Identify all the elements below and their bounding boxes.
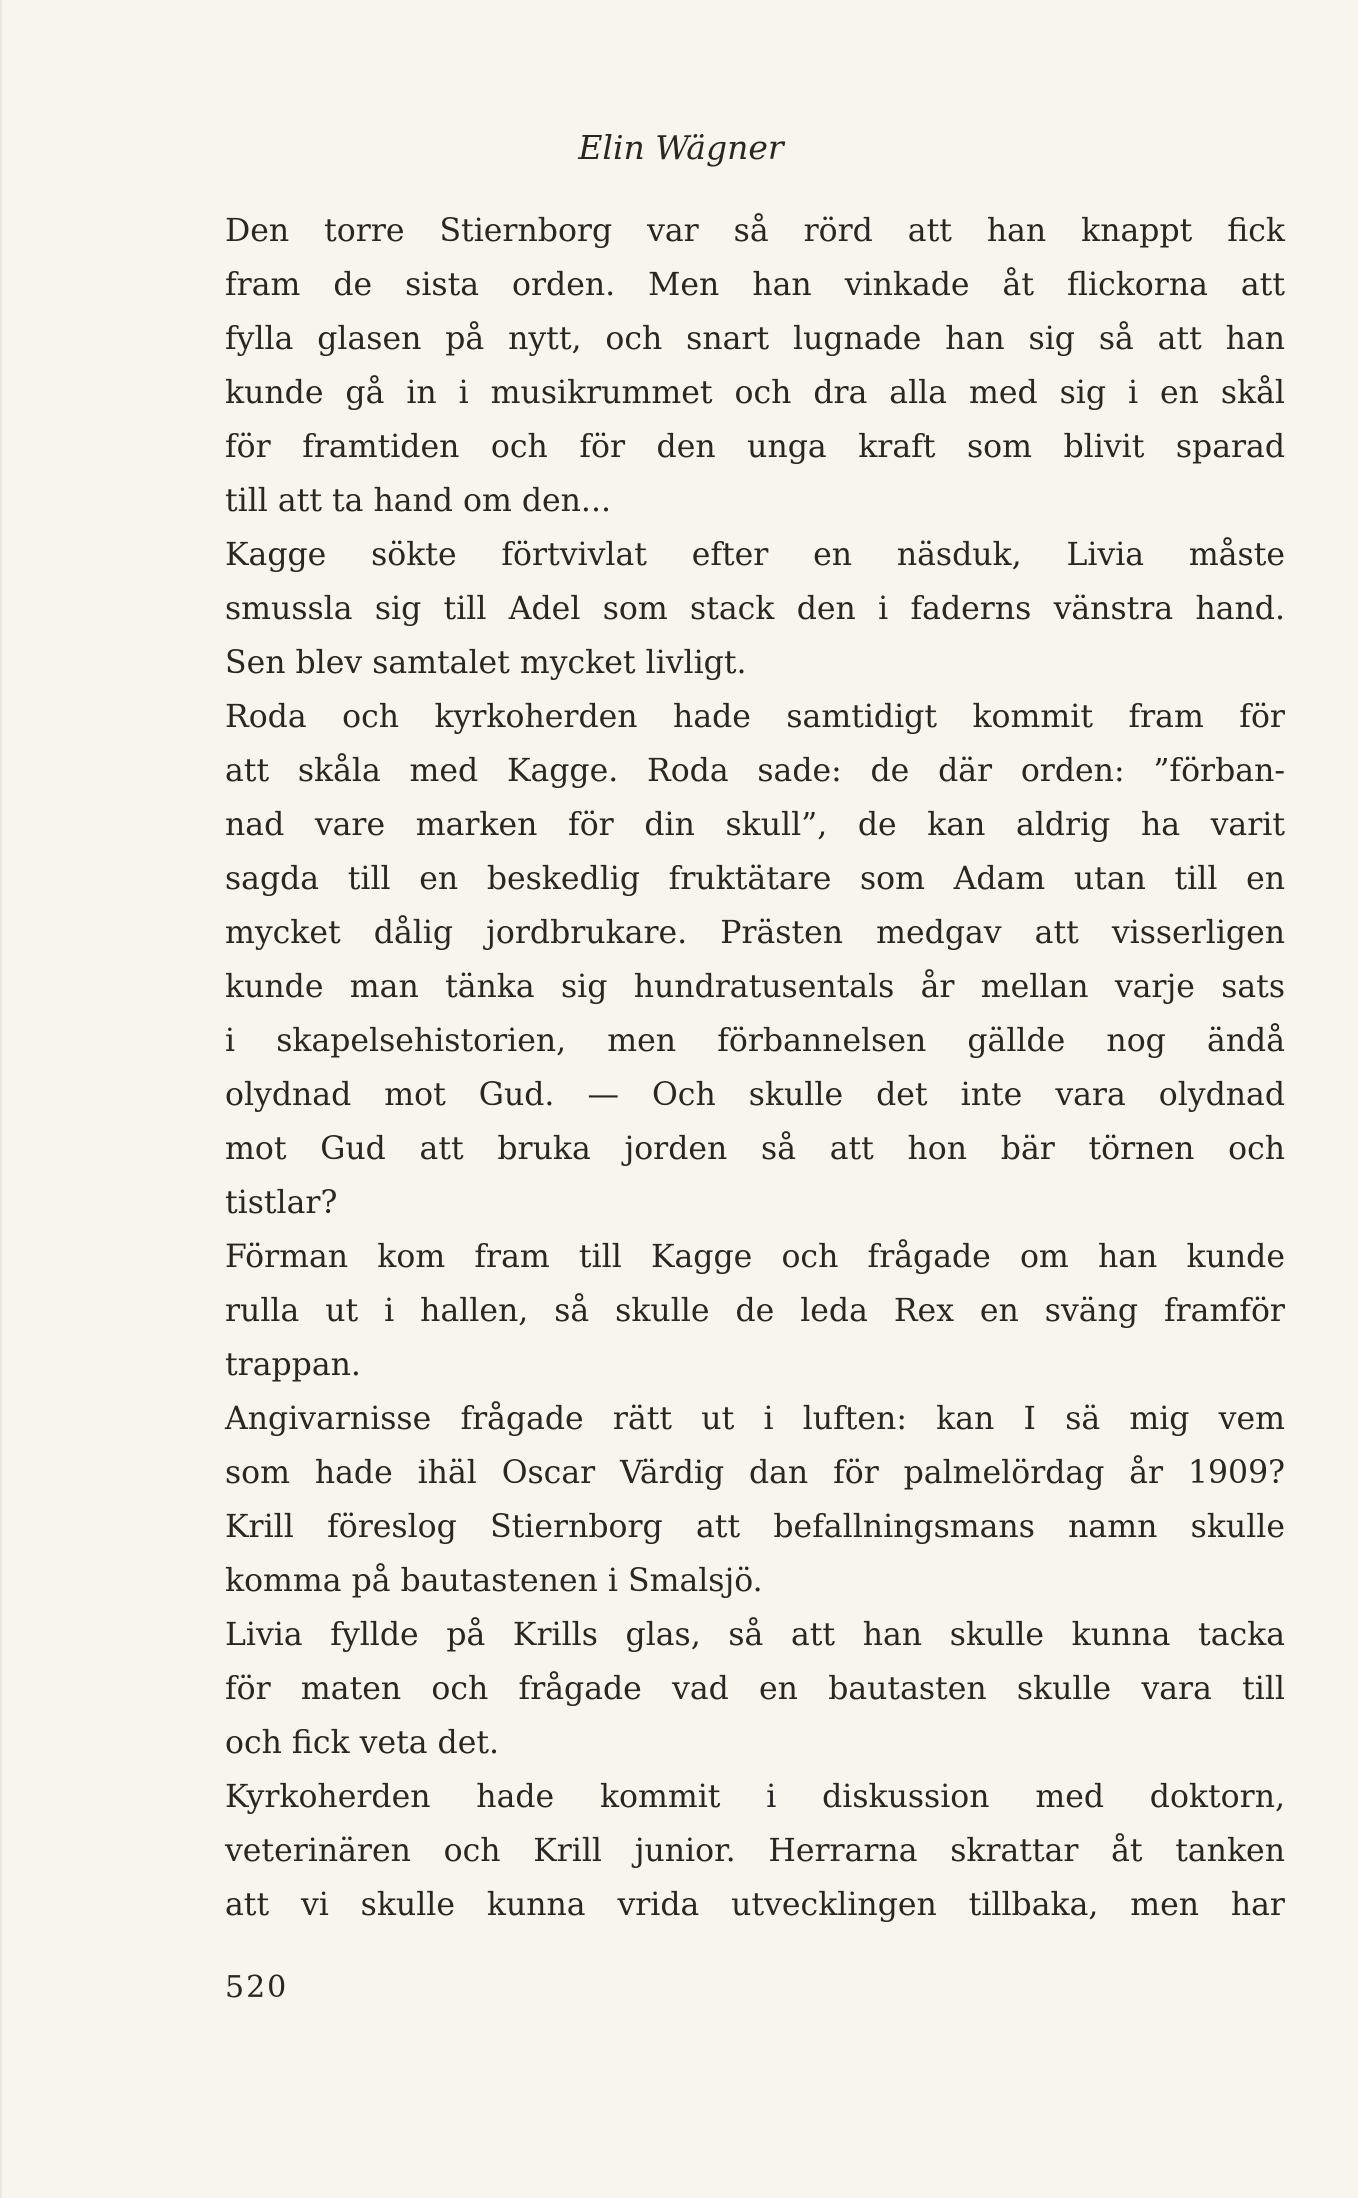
text-line: att skåla med Kagge. Roda sade: de där orden: ”förban- — [225, 753, 1285, 789]
text-line: mycket dålig jordbrukare. Prästen medgav att visserligen — [225, 915, 1285, 951]
text-line: sagda till en beskedlig fruktätare som Adam utan till en — [225, 861, 1285, 897]
text-line: till att ta hand om den... — [225, 483, 611, 519]
page-number: 520 — [225, 1970, 289, 2005]
body-text — [225, 204, 1285, 1932]
text-line: för framtiden och för den unga kraft som blivit sparad — [225, 429, 1285, 465]
text-line: Livia fyllde på Krills glas, så att han skulle kunna tacka — [225, 1617, 1285, 1653]
text-line: för maten och frågade vad en bautasten skulle vara till — [225, 1671, 1285, 1707]
running-head-author: Elin Wägner — [578, 128, 784, 167]
text-line: att vi skulle kunna vrida utvecklingen tillbaka, men har — [225, 1887, 1285, 1923]
text-line: i skapelsehistorien, men förbannelsen gällde nog ändå — [225, 1023, 1285, 1059]
text-line: olydnad mot Gud. — Och skulle det inte vara olydnad — [225, 1077, 1285, 1113]
text-line: fylla glasen på nytt, och snart lugnade han sig så att han — [225, 321, 1285, 357]
text-line: nad vare marken för din skull”, de kan aldrig ha varit — [225, 807, 1285, 843]
text-line: trappan. — [225, 1347, 361, 1383]
text-line: tistlar? — [225, 1185, 338, 1221]
text-line: fram de sista orden. Men han vinkade åt flickorna att — [225, 267, 1285, 303]
text-line: Kagge sökte förtvivlat efter en näsduk, Livia måste — [225, 537, 1285, 573]
text-line: och fick veta det. — [225, 1725, 500, 1761]
text-line: Den torre Stiernborg var så rörd att han knappt fick — [225, 213, 1285, 249]
text-line: Roda och kyrkoherden hade samtidigt kommit fram för — [225, 699, 1285, 735]
text-line: rulla ut i hallen, så skulle de leda Rex en sväng framför — [225, 1293, 1285, 1329]
text-line: Sen blev samtalet mycket livligt. — [225, 645, 747, 681]
text-line: som hade ihäl Oscar Värdig dan för palmelördag år 1909? — [225, 1455, 1285, 1491]
text-line: Förman kom fram till Kagge och frågade om han kunde — [225, 1239, 1285, 1275]
text-line: Krill föreslog Stiernborg att befallningsmans namn skulle — [225, 1509, 1285, 1545]
text-line: mot Gud att bruka jorden så att hon bär törnen och — [225, 1131, 1285, 1167]
text-line: kunde gå in i musikrummet och dra alla med sig i en skål — [225, 375, 1285, 411]
text-line: Kyrkoherden hade kommit i diskussion med doktorn, — [225, 1779, 1285, 1815]
text-line: kunde man tänka sig hundratusentals år mellan varje sats — [225, 969, 1285, 1005]
text-line: veterinären och Krill junior. Herrarna skrattar åt tanken — [225, 1833, 1285, 1869]
text-line: komma på bautastenen i Smalsjö. — [225, 1563, 763, 1599]
text-line: Angivarnisse frågade rätt ut i luften: kan I sä mig vem — [225, 1401, 1285, 1437]
text-line: smussla sig till Adel som stack den i faderns vänstra hand. — [225, 591, 1285, 627]
